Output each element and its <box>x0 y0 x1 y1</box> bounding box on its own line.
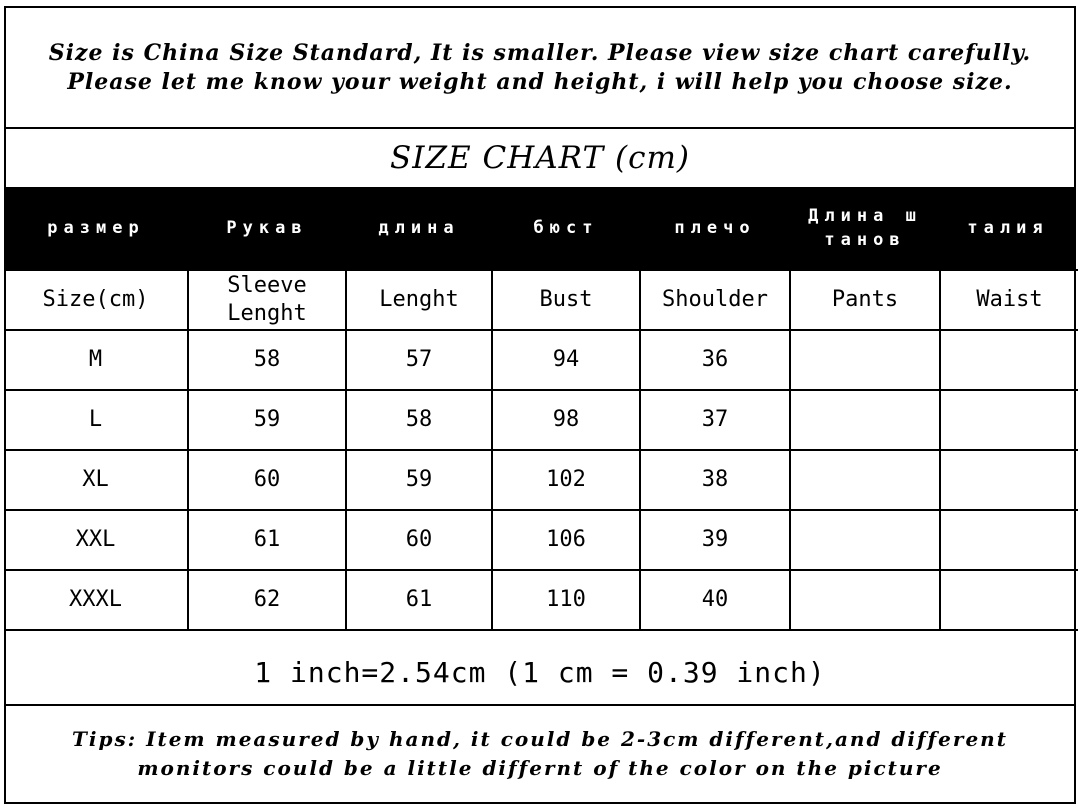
tips-line-1: Tips: Item measured by hand, it could be 2-3cm different,and different <box>72 727 1008 751</box>
sleeve-cell: 60 <box>188 450 346 510</box>
length-cell: 58 <box>346 390 492 450</box>
size-cell: L <box>4 390 188 450</box>
header-shoulder: Shoulder <box>640 270 790 330</box>
shoulder-cell: 37 <box>640 390 790 450</box>
table-row <box>4 450 1078 510</box>
header-bust: Bust <box>492 270 640 330</box>
sleeve-cell: 61 <box>188 510 346 570</box>
pants-cell <box>790 450 940 510</box>
header-pants: Pants <box>790 270 940 330</box>
table-row <box>4 510 1078 570</box>
length-cell: 57 <box>346 330 492 390</box>
table-row <box>4 330 1078 390</box>
tips-line-2: monitors could be a little differnt of the color on the picture <box>137 756 943 780</box>
size-cell: XL <box>4 450 188 510</box>
russian-header-row <box>4 187 1076 269</box>
ru-header-sleeve: Рукав <box>226 218 308 238</box>
pants-cell <box>790 570 940 630</box>
chart-title: SIZE CHART (cm) <box>390 140 690 176</box>
ru-header-length: длина <box>378 218 460 238</box>
ru-header-shoulder: плечо <box>674 218 756 238</box>
tips-note <box>6 706 1074 802</box>
shoulder-cell: 39 <box>640 510 790 570</box>
pants-cell <box>790 390 940 450</box>
waist-cell <box>940 390 1078 450</box>
length-cell: 61 <box>346 570 492 630</box>
sleeve-cell: 58 <box>188 330 346 390</box>
table-row <box>4 390 1078 450</box>
notice-line-2: Please let me know your weight and height, i will help you choose size. <box>67 68 1013 95</box>
notice-line-1: Size is China Size Standard, It is smaller. Please view size chart carefully. <box>48 39 1032 66</box>
sleeve-cell: 62 <box>188 570 346 630</box>
size-cell: M <box>4 330 188 390</box>
size-cell: XXL <box>4 510 188 570</box>
english-header-row <box>4 270 1078 330</box>
bust-cell: 98 <box>492 390 640 450</box>
shoulder-cell: 40 <box>640 570 790 630</box>
waist-cell <box>940 570 1078 630</box>
size-cell: XXXL <box>4 570 188 630</box>
header-sleeve-length: Sleeve Lenght <box>188 270 346 330</box>
ru-header-size: размер <box>47 218 145 238</box>
header-waist: Waist <box>940 270 1078 330</box>
size-notice <box>6 8 1074 129</box>
waist-cell <box>940 330 1078 390</box>
size-table <box>4 269 1078 631</box>
length-cell: 60 <box>346 510 492 570</box>
header-size: Size(cm) <box>4 270 188 330</box>
shoulder-cell: 36 <box>640 330 790 390</box>
bust-cell: 94 <box>492 330 640 390</box>
shoulder-cell: 38 <box>640 450 790 510</box>
pants-cell <box>790 330 940 390</box>
unit-conversion: 1 inch=2.54cm (1 cm = 0.39 inch) <box>6 640 1074 706</box>
waist-cell <box>940 510 1078 570</box>
ru-header-waist: талия <box>967 218 1049 238</box>
header-length: Lenght <box>346 270 492 330</box>
sleeve-cell: 59 <box>188 390 346 450</box>
length-cell: 59 <box>346 450 492 510</box>
pants-cell <box>790 510 940 570</box>
size-chart-frame <box>4 6 1076 804</box>
ru-header-bust: бюст <box>533 218 599 238</box>
table-row <box>4 570 1078 630</box>
ru-header-pants: Длина ш танов <box>808 206 922 250</box>
bust-cell: 102 <box>492 450 640 510</box>
bust-cell: 110 <box>492 570 640 630</box>
bust-cell: 106 <box>492 510 640 570</box>
waist-cell <box>940 450 1078 510</box>
